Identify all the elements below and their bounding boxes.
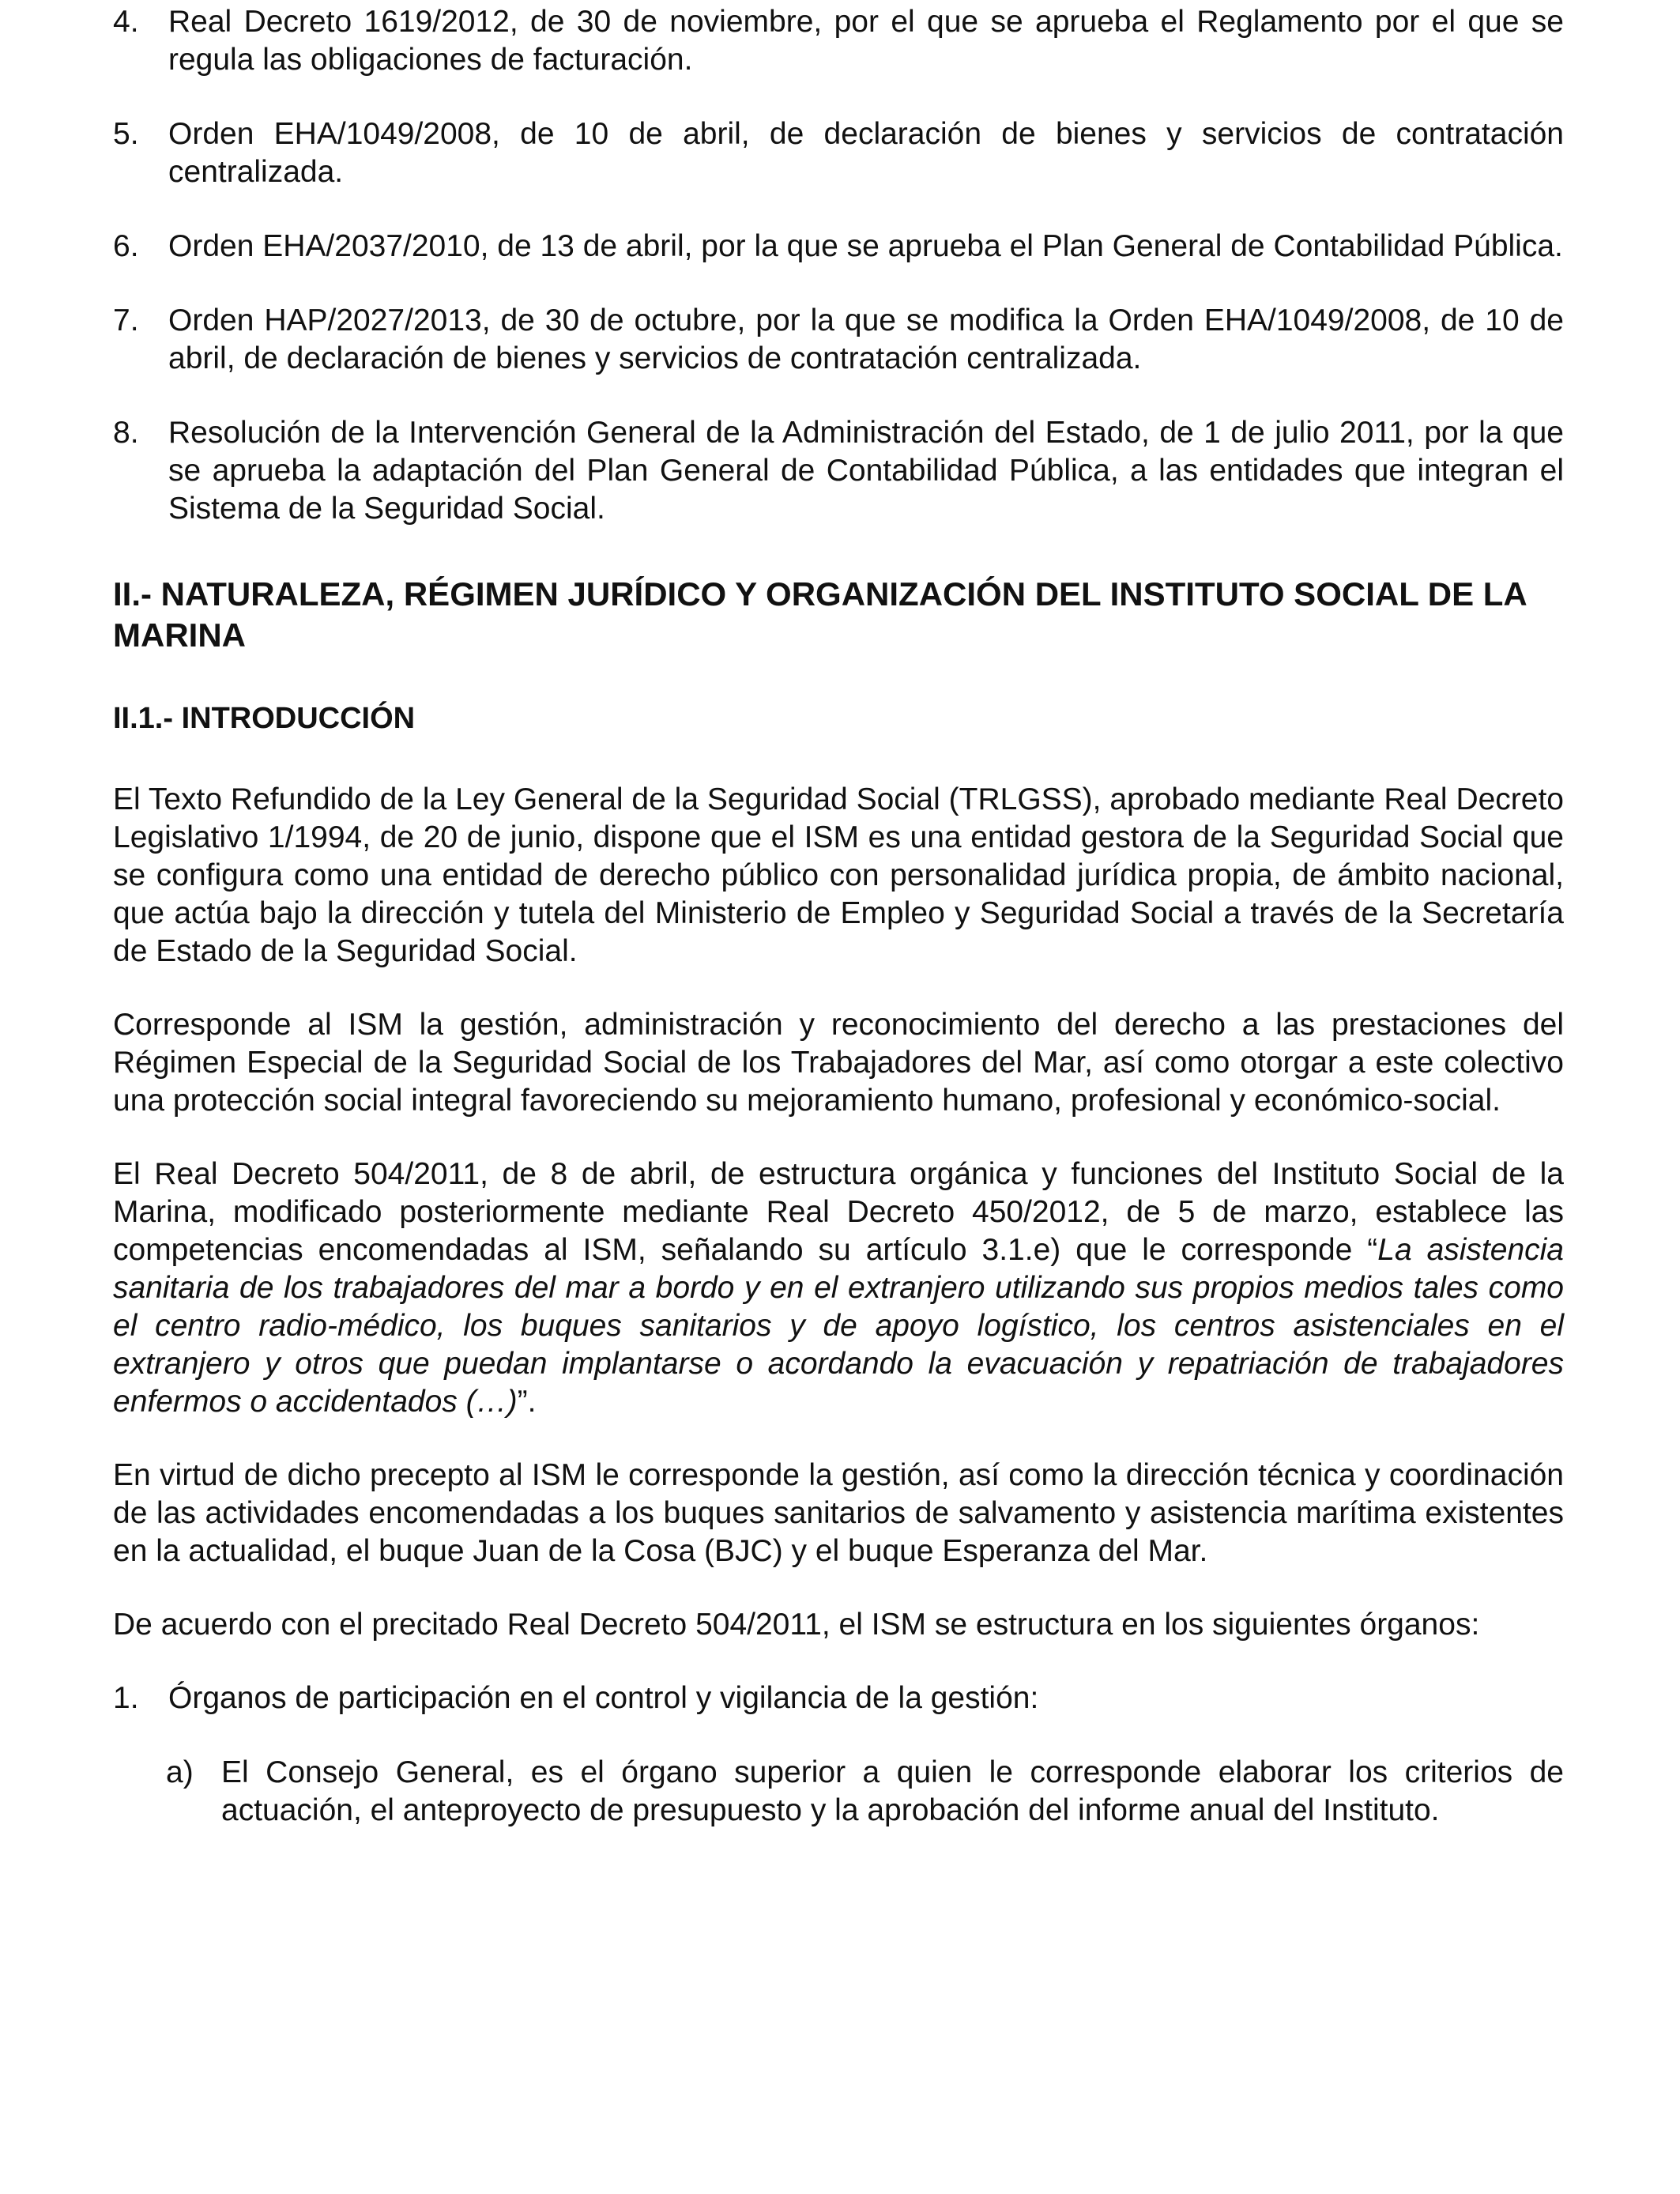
paragraph	[113, 1155, 1564, 1421]
list-item	[113, 228, 1564, 266]
list-text: El Consejo General, es el órgano superior a quien le corresponde elaborar los criterios de actuación, el anteproyecto de presupuesto y la aprobación del informe anual del Instituto.	[221, 1755, 1564, 1827]
quoted-text: La asistencia sanitaria de los trabajadores del mar a bordo y en el extranjero utilizando sus propios medios tales como el centro radio-médico, los buques sanitarios y de apoyo logístico, los centros asistenciales en el extranjero y otros que puedan implantarse o acordando la evacuación y repatriación de trabajadores enfermos o accidentados (…)	[113, 1233, 1564, 1419]
paragraph: De acuerdo con el precitado Real Decreto 504/2011, el ISM se estructura en los siguientes órganos:	[113, 1608, 1480, 1642]
document-page	[113, 3, 1564, 1830]
paragraph: El Texto Refundido de la Ley General de la Seguridad Social (TRLGSS), aprobado mediante Real Decreto Legislativo 1/1994, de 20 de junio, dispone que el ISM es una entidad gestora de la Seguridad Social que se configura como una entidad de derecho público con personalidad jurídica propia, de ámbito nacional, que actúa bajo la dirección y tutela del Ministerio de Empleo y Seguridad Social a través de la Secretaría de Estado de la Seguridad Social.	[113, 782, 1564, 968]
list-number: 4.	[113, 5, 139, 39]
list-item	[113, 302, 1564, 378]
list-number: 6.	[113, 229, 139, 263]
paragraph-text: El Real Decreto 504/2011, de 8 de abril, de estructura orgánica y funciones del Instituto Social de la Marina, modificado posteriormente mediante Real Decreto 450/2012, de 5 de marzo, establece las competencias encomendadas al ISM, señalando su artículo 3.1.e) que le corresponde “	[113, 1157, 1564, 1267]
paragraph: En virtud de dicho precepto al ISM le corresponde la gestión, así como la dirección técnica y coordinación de las actividades encomendadas a los buques sanitarios de salvamento y asistencia marítima existentes en la actualidad, el buque Juan de la Cosa (BJC) y el buque Esperanza del Mar.	[113, 1458, 1564, 1568]
list-number: 7.	[113, 303, 139, 337]
list-item	[113, 414, 1564, 528]
sub-list-item	[113, 1754, 1564, 1830]
list-number: 1.	[113, 1681, 139, 1715]
list-text: Resolución de la Intervención General de la Administración del Estado, de 1 de julio 2011, por la que se aprueba la adaptación del Plan General de Contabilidad Pública, a las entidades que integran el Sistema de la Seguridad Social.	[168, 416, 1564, 526]
list-text: Orden EHA/1049/2008, de 10 de abril, de declaración de bienes y servicios de contratación centralizada.	[168, 117, 1564, 189]
list-text: Real Decreto 1619/2012, de 30 de noviembre, por el que se aprueba el Reglamento por el que se regula las obligaciones de facturación.	[168, 5, 1564, 77]
reference-list	[113, 3, 1564, 528]
list-item	[113, 1679, 1564, 1717]
list-text: Orden EHA/2037/2010, de 13 de abril, por la que se aprueba el Plan General de Contabilidad Pública.	[168, 229, 1563, 263]
section-title: II.- NATURALEZA, RÉGIMEN JURÍDICO Y ORGANIZACIÓN DEL INSTITUTO SOCIAL DE LA MARINA	[113, 575, 1527, 654]
list-text: Orden HAP/2027/2013, de 30 de octubre, por la que se modifica la Orden EHA/1049/2008, de 10 de abril, de declaración de bienes y servicios de contratación centralizada.	[168, 303, 1564, 375]
subsection-title: II.1.- INTRODUCCIÓN	[113, 702, 416, 735]
list-letter: a)	[166, 1755, 194, 1789]
paragraph-text: ”.	[517, 1385, 537, 1419]
paragraph: Corresponde al ISM la gestión, administración y reconocimiento del derecho a las prestaciones del Régimen Especial de la Seguridad Social de los Trabajadores del Mar, así como otorgar a este colectivo una protección social integral favoreciendo su mejoramiento humano, profesional y económico-social.	[113, 1008, 1564, 1118]
list-number: 5.	[113, 117, 139, 151]
list-number: 8.	[113, 416, 139, 450]
list-item	[113, 115, 1564, 191]
list-item	[113, 3, 1564, 79]
list-text: Órganos de participación en el control y vigilancia de la gestión:	[168, 1681, 1039, 1715]
